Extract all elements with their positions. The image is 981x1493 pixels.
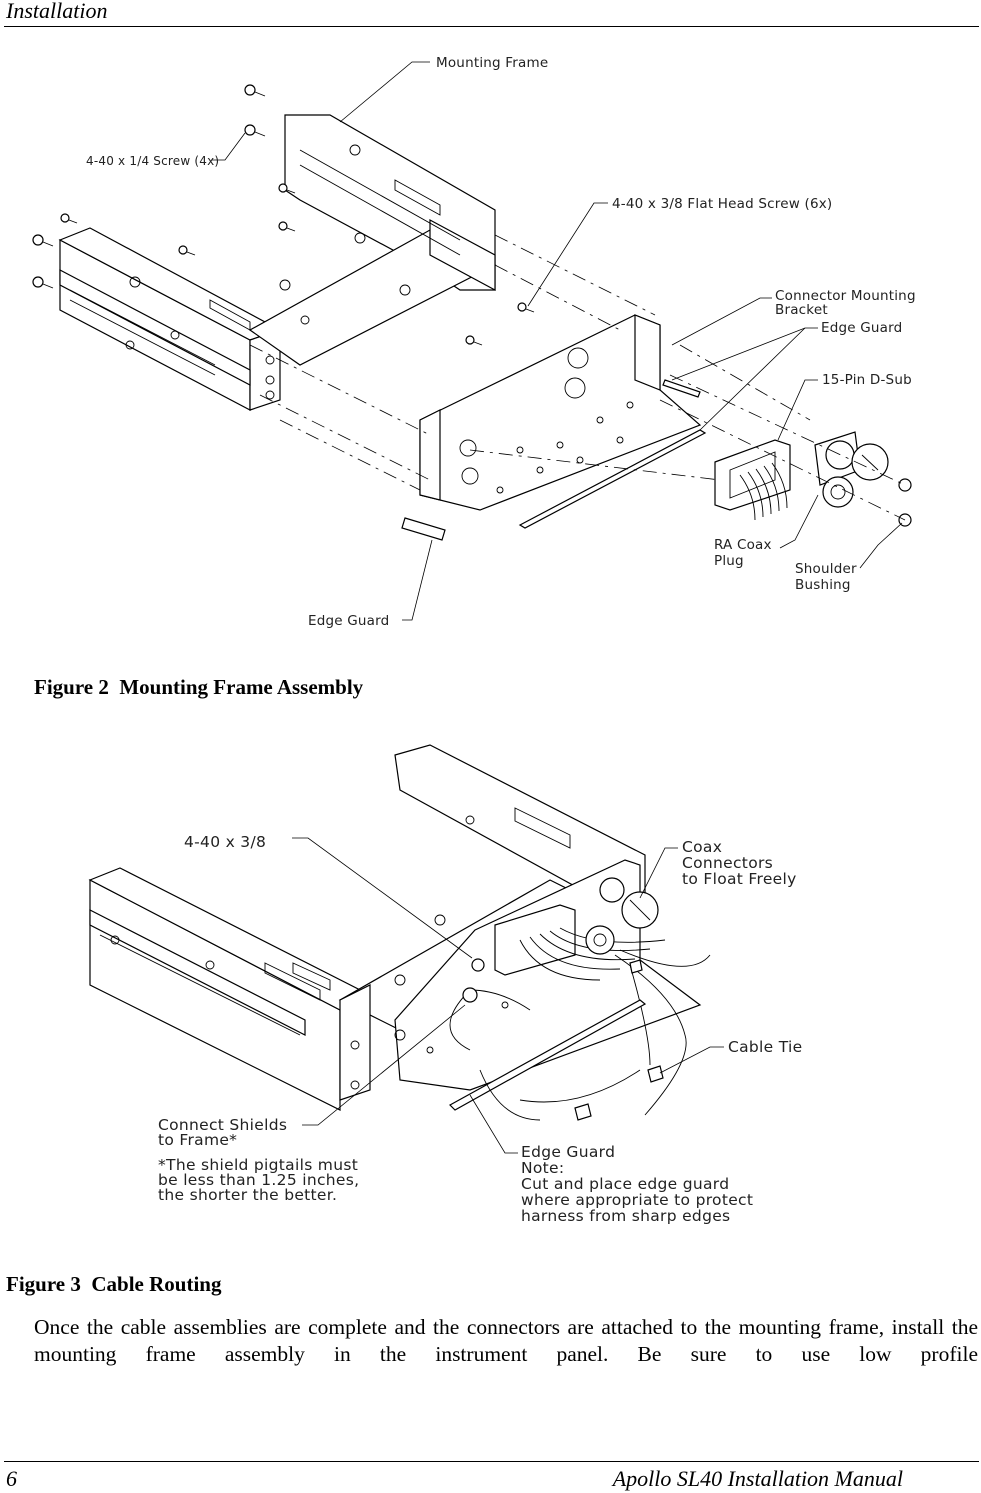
note-pigtail-line-1: *The shield pigtails must <box>158 1156 359 1174</box>
figure-3-caption: Figure 3 Cable Routing <box>6 1272 222 1296</box>
callout-edge-guard-bottom: Edge Guard <box>308 613 390 629</box>
callout-ra-coax-line-1: RA Coax <box>714 537 772 553</box>
callout-mounting-frame: Mounting Frame <box>436 55 549 71</box>
callout-coax-line-1: Coax <box>682 838 723 856</box>
callout-connector-bracket-line-2: Bracket <box>775 302 828 318</box>
callout-shields-line-1: Connect Shields <box>158 1116 288 1134</box>
callout-screw-4-40: 4-40 x 3/8 <box>184 833 267 851</box>
callout-edge-guard-right: Edge Guard <box>821 320 903 336</box>
coax-plug-drawing <box>815 432 911 526</box>
callout-coax-line-2: Connectors <box>682 854 774 872</box>
figure-2-drawing <box>0 40 981 640</box>
callout-shoulder-line-1: Shoulder <box>795 561 857 577</box>
callout-ra-coax-line-2: Plug <box>714 553 744 569</box>
page-footer <box>4 1461 979 1492</box>
assembled-frame-drawing <box>90 745 700 1110</box>
callout-edge-guard-line-3: Cut and place edge guard <box>521 1175 730 1193</box>
callout-edge-guard-line-5: harness from sharp edges <box>521 1207 731 1225</box>
figure-2-mounting-frame-assembly <box>0 40 981 640</box>
body-paragraph: Once the cable assemblies are complete and the connectors are attached to the mounting frame, install the mounting frame assembly in the instrument panel. Be sure to use low profile <box>34 1315 978 1366</box>
callout-flat-head-screw: 4-40 x 3/8 Flat Head Screw (6x) <box>612 196 833 212</box>
section-title: Installation <box>6 0 108 23</box>
connector-mounting-bracket-drawing <box>420 315 700 510</box>
note-pigtail-line-2: be less than 1.25 inches, <box>158 1171 360 1189</box>
callout-connector-bracket-line-1: Connector Mounting <box>775 288 916 304</box>
callout-shields-line-2: to Frame* <box>158 1131 238 1149</box>
figure-3-drawing <box>0 735 981 1235</box>
note-pigtail-line-3: the shorter the better. <box>158 1186 338 1204</box>
callout-cable-tie: Cable Tie <box>728 1038 803 1056</box>
callout-edge-guard-line-4: where appropriate to protect <box>521 1191 754 1209</box>
figure-2-caption: Figure 2 Mounting Frame Assembly <box>34 675 364 699</box>
callout-edge-guard-line-2: Note: <box>521 1159 565 1177</box>
callout-shoulder-line-2: Bushing <box>795 577 851 593</box>
callout-edge-guard-line-1: Edge Guard <box>521 1143 616 1161</box>
callout-screw-1-4: 4-40 x 1/4 Screw (4x) <box>86 154 220 168</box>
figure-3-cable-routing <box>0 735 981 1235</box>
dsub-connector-drawing <box>715 440 790 520</box>
page-number: 6 <box>6 1466 17 1491</box>
manual-title: Apollo SL40 Installation Manual <box>612 1466 903 1491</box>
page-header <box>4 0 979 27</box>
callout-coax-line-3: to Float Freely <box>682 870 797 888</box>
callout-dsub: 15-Pin D-Sub <box>822 372 912 388</box>
